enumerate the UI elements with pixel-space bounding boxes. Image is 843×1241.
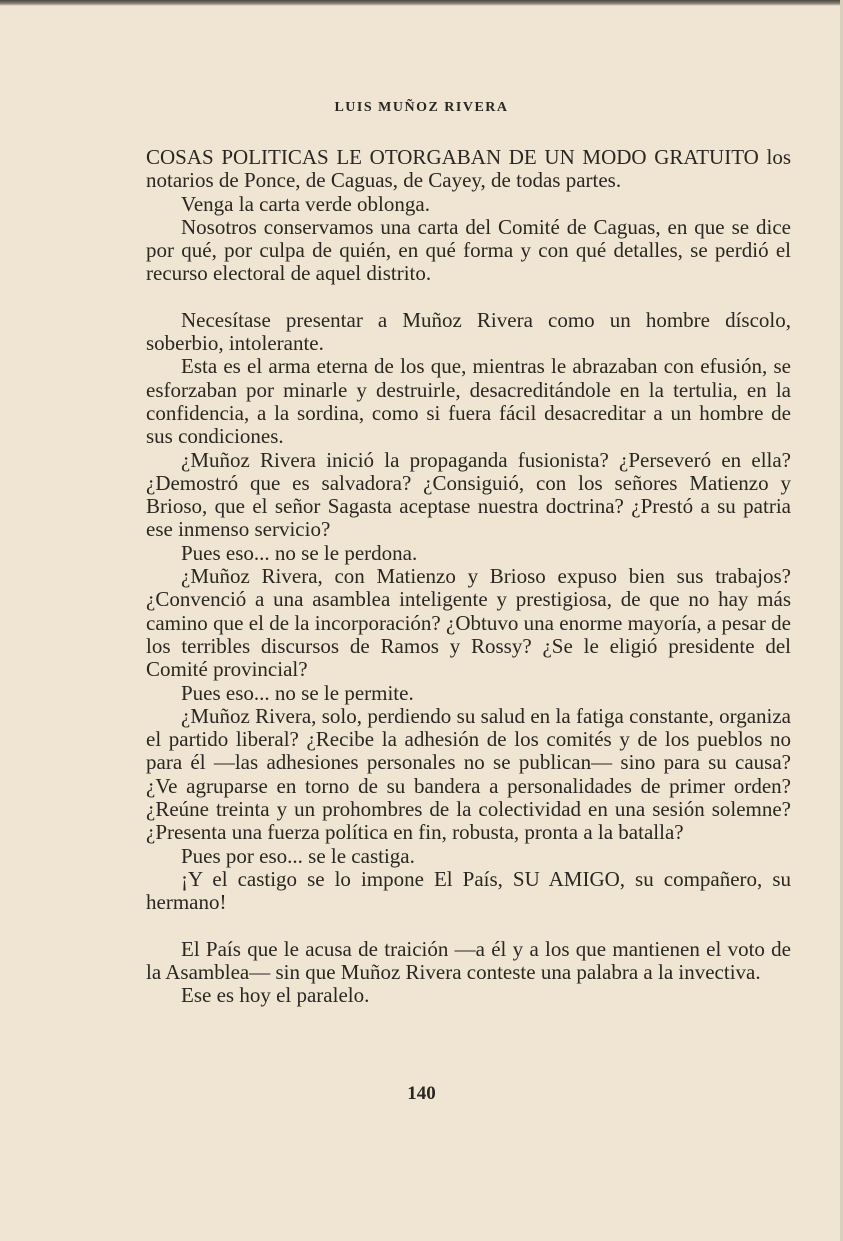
paragraph: Necesítase presentar a Muñoz Rivera como un hombre díscolo, soberbio, intolerante.	[146, 307, 791, 356]
page-number: 140	[407, 1083, 436, 1104]
paragraph: ¿Muñoz Rivera, con Matienzo y Brioso expuso bien sus trabajos? ¿Convenció a una asamblea inteligente y prestigiosa, de que no hay más camino que el de la incorporación? ¿Obtuvo una enorme mayoría, a pesar de los terribles discursos de Ramos y Rossy? ¿Se le eligió presidente del Comité provincial?	[146, 564, 791, 682]
paragraph: ¡Y el castigo se lo impone El País, SU AMIGO, su compañero, su hermano!	[146, 866, 791, 915]
paragraph: El País que le acusa de traición —a él y a los que mantienen el voto de la Asamblea— sin que Muñoz Rivera conteste una palabra a la invectiva.	[146, 936, 791, 984]
paragraph: Esta es el arma eterna de los que, mientras le abrazaban con efusión, se esforzaban por minarle y destruirle, desacreditándole en la tertulia, en la confidencia, a la sordina, como si fuera fácil desacreditar a un hombre de sus condiciones.	[146, 354, 791, 449]
paragraph: ¿Muñoz Rivera inició la propaganda fusionista? ¿Perseveró en ella? ¿Demostró que es salvadora? ¿Consiguió, con los señores Matienzo y Brioso, que el señor Sagasta aceptase nuestra doctrina? ¿Prestó a su patria ese inmenso servicio?	[146, 447, 791, 542]
page-top-edge	[0, 0, 843, 6]
paragraph: Pues por eso... se le castiga.	[181, 843, 415, 868]
paragraph: Venga la carta verde oblonga.	[181, 191, 430, 216]
paragraph: Nosotros conservamos una carta del Comité de Caguas, en que se dice por qué, por culpa de quién, en qué forma y con qué detalles, se perdió el recurso electoral de aquel distrito.	[146, 214, 791, 286]
paragraph: Ese es hoy el paralelo.	[181, 983, 370, 1008]
paragraph: Pues eso... no se le permite.	[181, 680, 414, 705]
paragraph: Pues eso... no se le perdona.	[181, 540, 418, 565]
running-head: LUIS MUÑOZ RIVERA	[334, 100, 509, 115]
paragraph: COSAS POLITICAS LE OTORGABAN DE UN MODO GRATUITO los notarios de Ponce, de Caguas, de Cayey, de todas partes.	[146, 145, 791, 193]
body-text	[146, 146, 791, 1007]
paragraph: ¿Muñoz Rivera, solo, perdiendo su salud en la fatiga constante, organiza el partido liberal? ¿Recibe la adhesión de los comités y de los pueblos no para él —las adhesiones personales no se publican— sino para su causa? ¿Ve agruparse en torno de su bandera a personalidades de primer orden? ¿Reúne treinta y un prohombres de la colectividad en una sesión solemne? ¿Presenta una fuerza política en fin, robusta, pronta a la batalla?	[146, 703, 791, 845]
